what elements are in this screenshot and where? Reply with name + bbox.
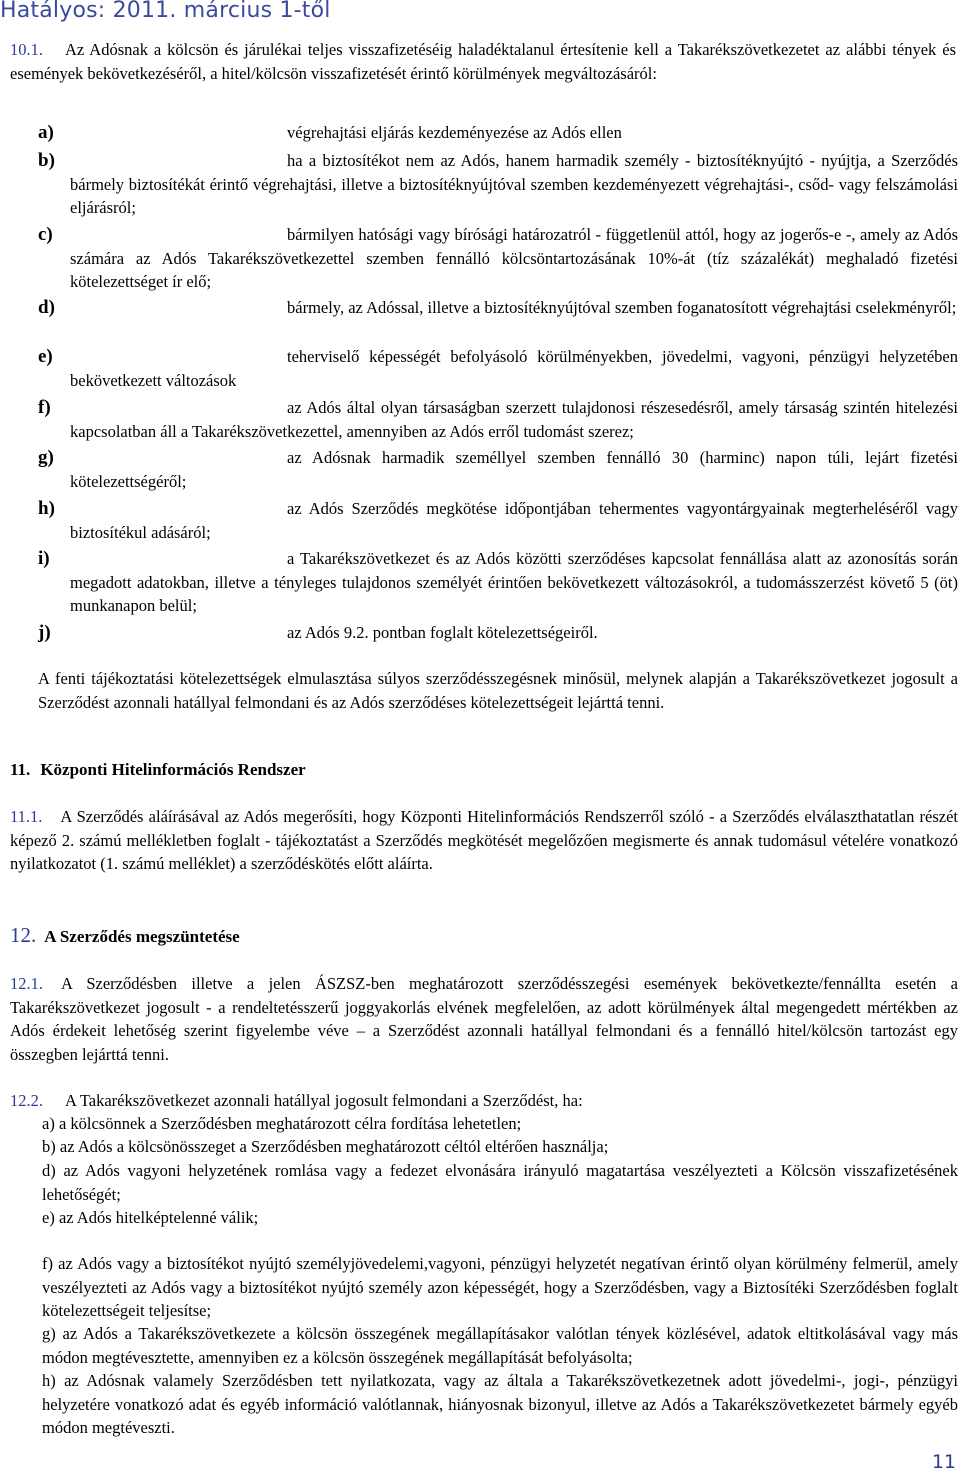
list-item-text: az Adós Szerződés megkötése időpontjában tehermentes vagyontárgyainak megterheléséről vagy biztosítékul adásáról; [70,499,958,542]
list-item-letter: i) [38,548,50,569]
list-item-letter: a) [38,122,54,143]
paragraph-text: A Szerződés aláírásával az Adós megerősíti, hogy Központi Hitelinformációs Rendszerről szóló - a Szerződés elválaszthatatlan részét képező 2. számú mellékletben foglalt - tájékoztatást a Szerződés megkötését megelőzően megismerte és annak tudomásul vételére vonatkozó nyilatkozatot (1. számú melléklet) a szerződéskötés előtt aláírta. [10,807,958,873]
list-item [38,296,958,320]
list-line: d) az Adós vagyoni helyzetének romlása vagy a fedezet elvonására irányuló magatartása veszélyezteti a Kölcsön visszafizetésének lehetőségét; [42,1161,958,1204]
section-title: A Szerződés megszüntetése [44,927,240,946]
list-item-text: teherviselő képességét befolyásoló körülményekben, jövedelmi, vagyoni, pénzügyi helyzetében bekövetkezett változások [70,347,958,390]
section-number: 10.1. [10,40,43,59]
section-12-2-lead [10,1089,583,1113]
list-item-text: bármilyen hatósági vagy bírósági határozatról - függetlenül attól, hogy az jogerős-e -, amely az Adós számára az Adós Takarékszövetkezettel szemben fennálló kölcsöntartozásának 10%-át (tíz százalékát) meghaladó fizetési kötelezettséget ír elő; [70,225,958,291]
list-line: b) az Adós a kölcsönösszeget a Szerződésben meghatározott céltól eltérően használja; [42,1137,609,1156]
section-12-1-paragraph [10,972,958,1066]
list-item [38,345,958,392]
list-item [38,396,958,443]
list-item-text: bármely, az Adóssal, illetve a biztosítéknyújtóval szemben foganatosított végrehajtási cselekményről; [287,298,957,317]
paragraph-text: A Szerződésben illetve a jelen ÁSZSZ-ben meghatározott szerződésszegési események bekövetkezte/fennállta esetén a Takarékszövetkezet jogosult - a rendeltetésszerű joggyakorlás elvének megfelelően, az adott körülmények által megengedett mértékben az Adós érdekeit lehetőség szerint figyelembe véve – a Szerződést azonnali hatállyal felmondani és a fennálló hitel/kölcsön tartozást egy összegben lejárttá tenni. [10,974,958,1064]
list-line: g) az Adós a Takarékszövetkezete a kölcsön összegének megállapításakor valótlan tények közlésével, adatok eltitkolásával vagy más módon megtévesztette, amennyiben ez a kölcsön összegének megállapítását befolyásolta; [42,1324,958,1367]
list-item [38,497,958,544]
list-item-text: az Adós 9.2. pontban foglalt kötelezettségeiről. [287,623,598,642]
section-number: 11. [10,760,31,779]
section-10-1-intro [10,38,956,85]
section-title: Központi Hitelinformációs Rendszer [40,760,306,779]
section-number: 12. [10,923,37,947]
list-item-letter: e) [38,346,53,367]
list-line: h) az Adósnak valamely Szerződésben tett nyilatkozata, vagy az általa a Takarékszövetkezetnek adott jövedelmi-, jogi-, pénzügyi helyzetére vonatkozó adat és egyéb információ valótlannak, hiányosnak bizonyul, illetve az Adós a Takarékszövetkezetet bármely egyéb módon megtéveszti. [42,1371,958,1437]
list-line: a) a kölcsönnek a Szerződésben meghatározott célra fordítása lehetetlen; [42,1114,522,1133]
list-item-letter: j) [38,622,51,643]
list-item-letter: d) [38,297,55,318]
section-text: Az Adósnak a kölcsön és járulékai teljes visszafizetéséig haladéktalanul értesítenie kell a Takarékszövetkezetet az alábbi tények és események bekövetkezéséről, a hitel/kölcsön visszafizetését érintő körülmények megváltozásáról: [10,40,956,83]
section-number: 12.1. [10,974,43,993]
list-item [38,149,958,220]
list-item-text: az Adós által olyan társaságban szerzett tulajdonosi részesedésről, amely társaság szintén hitelezési kapcsolatban áll a Takarékszövetkezettel, amennyiben az Adós erről tudomást szerez; [70,398,958,441]
header-title: Hatályos: 2011. március 1-től [0,0,331,23]
section-12-heading [10,923,240,948]
section-11-heading [10,760,306,780]
list-item [38,621,958,645]
list-item-letter: c) [38,224,53,245]
list-item [38,547,958,618]
section-number: 11.1. [10,807,43,826]
page-number: 11 [931,1451,956,1473]
list-item-letter: b) [38,150,55,171]
list-item-text: végrehajtási eljárás kezdeményezése az Adós ellen [287,123,622,142]
list-item-text: ha a biztosítékot nem az Adós, hanem harmadik személy - biztosítéknyújtó - nyújtja, a Szerződés bármely biztosítékát érintő végrehajtási, illetve a biztosítéknyújtóval szemben kezdeményezett végrehajtási-, csőd- vagy felszámolási eljárásról; [70,151,958,217]
list-item-text: a Takarékszövetkezet és az Adós közötti szerződéses kapcsolat fennállása alatt az azonosítás során megadott adatokban, illetve a tényleges tulajdonos személyét érintően bekövetkezett változásokról, a tudomásszerzést követő 5 (öt) munkanapon belül; [70,549,958,615]
list-item-letter: h) [38,498,55,519]
list-item [38,446,958,493]
list-item-letter: f) [38,397,51,418]
list-line: e) az Adós hitelképtelenné válik; [42,1208,259,1227]
list-item-text: az Adósnak harmadik személlyel szemben fennálló 30 (harminc) napon túli, lejárt fizetési kötelezettségéről; [70,448,958,491]
list-item [38,121,958,145]
list-line: f) az Adós vagy a biztosítékot nyújtó személyjövedelemi,vagyoni, pénzügyi helyzetét negatívan érintő olyan körülmény felmerül, amely veszélyezteti az Adós vagy a biztosítékot nyújtó személy azon képességét, hogy a Szerződésben, vagy a Biztosítéki Szerződésben foglalt kötelezettségeit teljesítse; [42,1254,958,1320]
list-item-letter: g) [38,447,54,468]
list-item [38,223,958,294]
paragraph-text: A Takarékszövetkezet azonnali hatállyal jogosult felmondani a Szerződést, ha: [65,1091,583,1110]
closing-paragraph: A fenti tájékoztatási kötelezettségek elmulasztása súlyos szerződésszegésnek minősül, melynek alapján a Takarékszövetkezet jogosult a Szerződést azonnali hatállyal felmondani és az Adós szerződéses kötelezettségeit lejárttá tenni. [38,669,958,712]
section-11-1-paragraph [10,805,958,876]
section-number: 12.2. [10,1091,43,1110]
